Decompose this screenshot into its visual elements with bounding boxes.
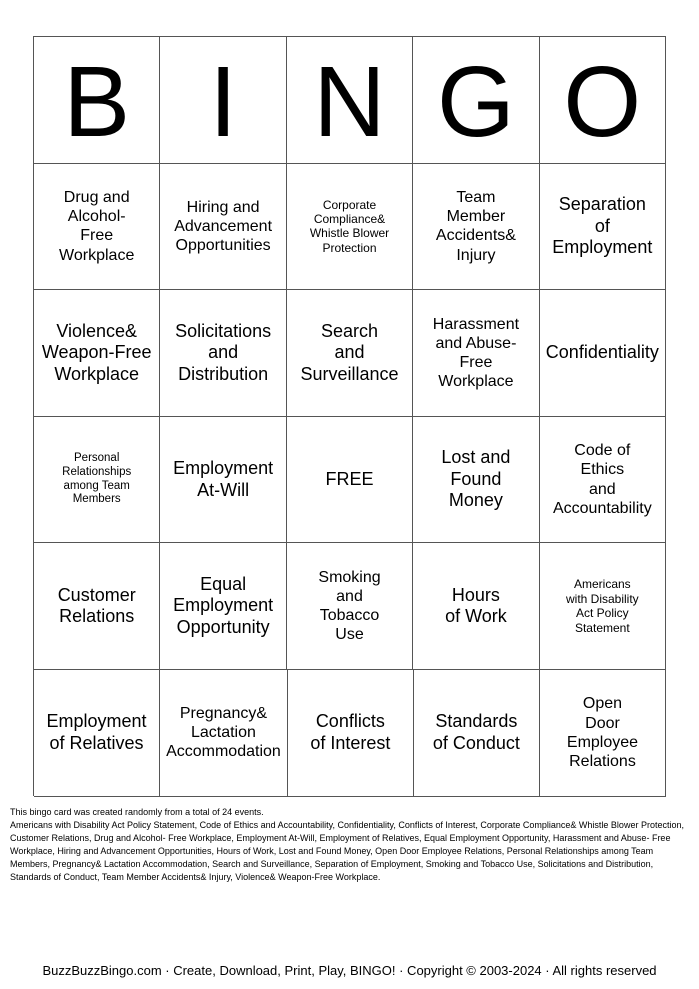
header-row <box>34 37 666 164</box>
bingo-cell <box>413 543 539 670</box>
bingo-cell <box>414 670 540 797</box>
bingo-cell-text: Code of Ethics and Accountability <box>552 442 652 517</box>
header-letter-g: G <box>413 37 539 164</box>
bingo-cell-text: Conflicts of Interest <box>310 711 391 753</box>
bingo-cell-text: Open Door Employee Relations <box>566 695 639 770</box>
bingo-cell-text: Standards of Conduct <box>432 711 520 753</box>
free-space-cell <box>287 417 413 544</box>
bingo-cell <box>34 164 160 291</box>
header-letter-b: B <box>34 37 160 164</box>
bingo-cell <box>34 670 160 797</box>
bingo-row <box>34 670 666 797</box>
bingo-cell-text: Pregnancy& Lactation Accommodation <box>166 704 281 761</box>
bingo-cell <box>34 417 160 544</box>
bingo-row <box>34 290 666 417</box>
bingo-cell <box>287 543 413 670</box>
bingo-cell-text: Hiring and Advancement Opportunities <box>174 198 273 254</box>
bingo-cell-text: Search and Surveillance <box>300 320 399 384</box>
bingo-cell <box>540 417 666 544</box>
bingo-cell <box>540 670 666 797</box>
bingo-cell <box>287 164 413 291</box>
bingo-cell-text: Employment At-Will <box>173 457 274 500</box>
note-intro: This bingo card was created randomly from a total of 24 events. <box>10 807 264 817</box>
bingo-cell-text: Hours of Work <box>445 584 507 627</box>
bingo-cell-text: Drug and Alcohol- Free Workplace <box>59 189 135 264</box>
bingo-cell <box>34 290 160 417</box>
bingo-cell-text: Personal Relationships among Team Members <box>62 451 132 506</box>
bingo-cell-text: Team Member Accidents& Injury <box>435 189 516 264</box>
bingo-cell <box>413 290 539 417</box>
header-letter-i: I <box>160 37 286 164</box>
bingo-cell <box>160 417 286 544</box>
bingo-cell <box>160 290 286 417</box>
header-letter-o: O <box>540 37 666 164</box>
bingo-cell-text: Customer Relations <box>57 584 136 627</box>
bingo-cell-text: Confidentiality <box>545 342 659 363</box>
footer-copyright: BuzzBuzzBingo.com · Create, Download, Print, Play, BINGO! · Copyright © 2003-2024 · All rights reserved <box>42 963 657 978</box>
bingo-cell-text: Corporate Compliance& Whistle Blower Protection <box>309 197 390 255</box>
bingo-cell <box>160 164 286 291</box>
bingo-cell <box>34 543 160 670</box>
bingo-cell <box>287 290 413 417</box>
bingo-cell <box>160 670 288 797</box>
bingo-cell <box>288 670 414 797</box>
bingo-cell <box>540 290 666 417</box>
bingo-row <box>34 543 666 670</box>
bingo-cell <box>540 164 666 291</box>
bingo-cell-text: FREE <box>325 468 374 489</box>
bingo-grid <box>34 164 666 797</box>
bingo-cell-text: Lost and Found Money <box>441 447 511 511</box>
bingo-cell <box>413 164 539 291</box>
bingo-cell-text: Harassment and Abuse- Free Workplace <box>432 315 520 391</box>
bingo-row <box>34 164 666 291</box>
bingo-cell <box>540 543 666 670</box>
bingo-cell-text: Smoking and Tobacco Use <box>318 568 381 644</box>
bingo-row <box>34 417 666 544</box>
bingo-cell-text: Violence& Weapon-Free Workplace <box>41 320 152 384</box>
note-event-list: Americans with Disability Act Policy Statement, Code of Ethics and Accountability, Confidentiality, Conflicts of Interest, Corporate Compliance& Whistle Blower Protection, Customer Relations, Drug and Alcohol- Free Workplace, Employment At-Will, Employment of Relatives, Equal Employment Opportunity, Harassment and Abuse- Free Workplace, Hiring and Advancement Opportunities, Hours of Work, Lost and Found Money, Open Door Employee Relations, Personal Relationships among Team Members, Pregnancy& Lactation Accommodation, Search and Surveillance, Separation of Employment, Smoking and Tobacco Use, Solicitations and Distribution, Standards of Conduct, Team Member Accidents& Injury, Violence& Weapon-Free Workplace. <box>10 820 684 883</box>
bingo-cell-text: Separation of Employment <box>552 194 653 258</box>
card-note <box>10 806 690 884</box>
header-letter-n: N <box>287 37 413 164</box>
bingo-cell <box>160 543 286 670</box>
bingo-cell-text: Americans with Disability Act Policy Statement <box>565 577 639 635</box>
bingo-card <box>33 36 666 796</box>
bingo-cell-text: Equal Employment Opportunity <box>173 573 274 637</box>
bingo-cell <box>413 417 539 544</box>
bingo-cell-text: Solicitations and Distribution <box>175 320 272 384</box>
bingo-cell-text: Employment of Relatives <box>46 711 147 753</box>
